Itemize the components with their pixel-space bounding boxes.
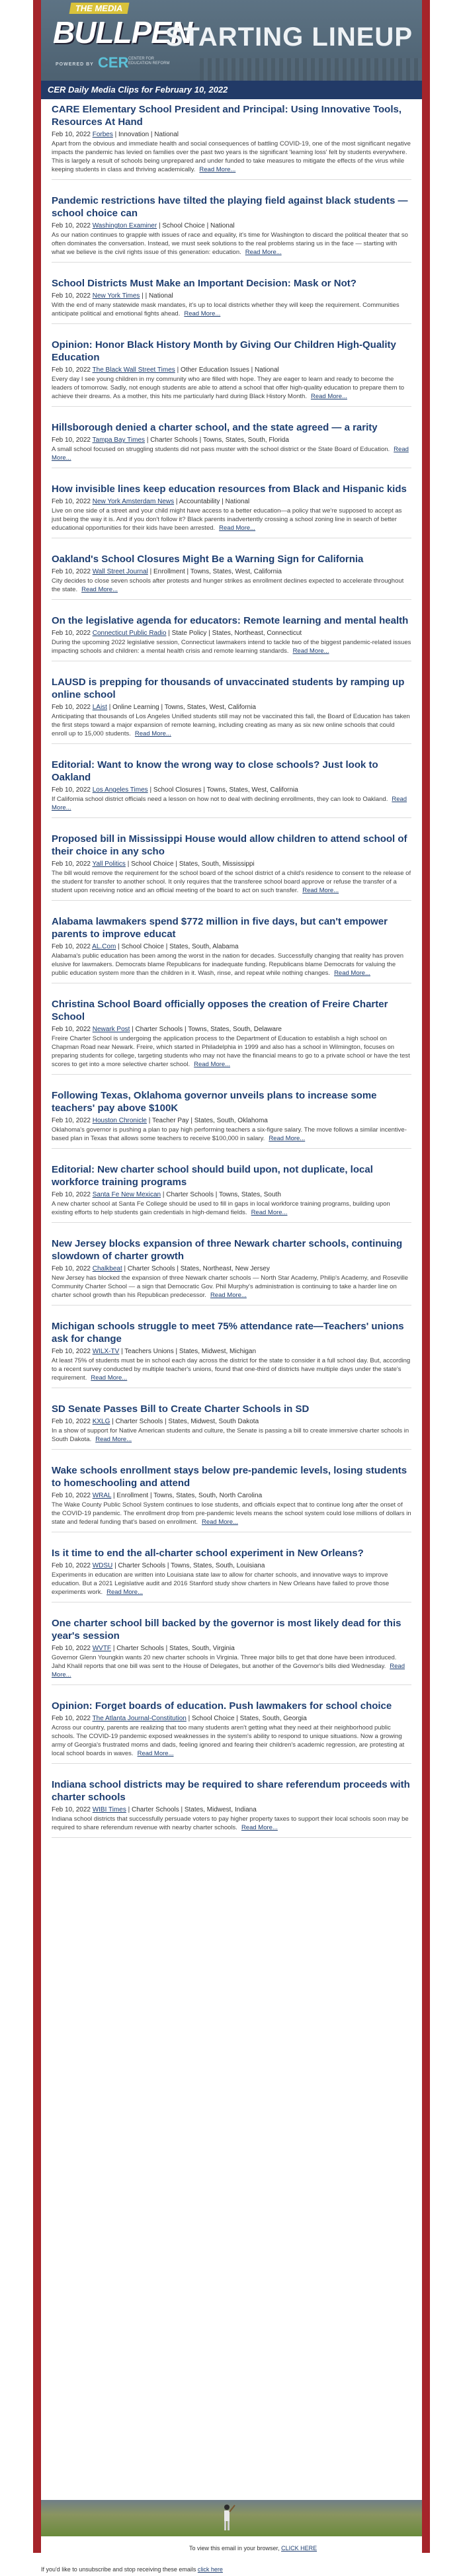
- article-summary: [52, 1815, 411, 1832]
- article-date: Feb 10, 2022: [52, 1117, 91, 1124]
- article-meta: [52, 1190, 411, 1200]
- article-summary-text: During the upcoming 2022 legislative session, Connecticut lawmakers intend to tackle two of the biggest pandemic-related issues impacting schools and children: a mental health crisis and remote learning standards.: [52, 639, 411, 655]
- article-title[interactable]: Michigan schools struggle to meet 75% attendance rate—Teachers' unions ask for change: [52, 1321, 404, 1345]
- article-publication[interactable]: The Atlanta Journal-Constitution: [92, 1715, 187, 1722]
- article-meta: [52, 222, 411, 231]
- cer-subtitle: CENTER FOR EDUCATION REFORM: [128, 57, 170, 65]
- article-item: [52, 676, 411, 744]
- article-title[interactable]: Pandemic restrictions have tilted the playing field against black students — school choice can: [52, 195, 408, 219]
- article-publication[interactable]: Yall Politics: [92, 860, 126, 868]
- article-summary: [52, 1274, 411, 1300]
- article-title[interactable]: How invisible lines keep education resources from Black and Hispanic kids: [52, 483, 407, 495]
- article-summary: [52, 1200, 411, 1217]
- article-tags: | School Choice | States, South, Alabama: [118, 943, 239, 950]
- article-summary: [52, 1356, 411, 1382]
- article-title[interactable]: Indiana school districts may be required to share referendum proceeds with charter schools: [52, 1779, 410, 1803]
- article-tags: | Teacher Pay | States, South, Oklahoma: [148, 1117, 268, 1124]
- article-meta: [52, 1806, 411, 1815]
- article-publication[interactable]: WDSU: [92, 1562, 113, 1569]
- read-more-link[interactable]: Read More...: [81, 586, 118, 593]
- article-publication[interactable]: WIBI Times: [92, 1806, 126, 1813]
- article-divider: [52, 1222, 411, 1223]
- the-media-tag: THE MEDIA: [69, 3, 129, 14]
- article-meta: [52, 942, 411, 952]
- article-meta: [52, 786, 411, 795]
- article-meta: [52, 1347, 411, 1356]
- batter-icon: [218, 2504, 235, 2533]
- article-divider: [52, 1074, 411, 1075]
- article-date: Feb 10, 2022: [52, 1026, 91, 1033]
- article-item: [52, 998, 411, 1075]
- article-summary: [52, 577, 411, 594]
- article-item: [52, 759, 411, 818]
- article-summary-text: Governor Glenn Youngkin wants 20 new charter schools in Virginia. Three major bills to get that done have been introduced. Jahd Khalil reports that one bill was sent to the House of Delegates, but another of the Governor's bills died Wednesday.: [52, 1654, 397, 1670]
- article-divider: [52, 1837, 411, 1838]
- article-date: Feb 10, 2022: [52, 1645, 91, 1652]
- article-summary-text: If California school district officials need a lesson on how not to deal with declining enrollments, they can look to Oakland.: [52, 796, 388, 803]
- read-more-link[interactable]: Read More...: [194, 1061, 231, 1068]
- baseball-field-banner: [41, 2500, 422, 2536]
- article-publication[interactable]: WRAL: [92, 1492, 112, 1499]
- article-item: [52, 277, 411, 324]
- article-summary-text: Experiments in education are written into Louisiana state law to allow for charter schools, and innovative ways to improve education. But a 2021 Legislative audit and 2016 Stanford study show charters in New Orleans have failed to prove those experiments work.: [52, 1571, 390, 1596]
- article-date: Feb 10, 2022: [52, 436, 91, 444]
- read-more-link[interactable]: Read More...: [245, 249, 282, 256]
- article-summary: [52, 1653, 411, 1679]
- article-title[interactable]: CARE Elementary School President and Principal: Using Innovative Tools, Resources At Hand: [52, 104, 401, 128]
- article-summary-text: Indiana school districts that successfully persuade voters to pay higher property taxes to support their local schools soon may be required to share referendum revenue with nearby charter schools.: [52, 1815, 409, 1831]
- article-summary-text: Oklahoma's governor is pushing a plan to pay high performing teachers a six-figure salary. The move follows a similar incentive-based plan in Texas that allows some teachers to receive $100,000 in salary.: [52, 1126, 407, 1142]
- article-date: Feb 10, 2022: [52, 366, 91, 374]
- article-tags: | Charter Schools | States, South, Virginia: [112, 1645, 235, 1652]
- article-summary: [52, 1571, 411, 1597]
- view-in-browser: [189, 2545, 317, 2552]
- read-more-link[interactable]: Read More...: [95, 1436, 132, 1443]
- article-summary-text: Apart from the obvious and immediate health and social consequences of battling COVID-19, one of the most significant negative impacts the pandemic has levied on families over the past two years is the significant 'learning loss' felt by students everywhere. This is largely a result of schools being unprepared and under funded to take measures to mitigate the effects of the virus while keeping students in class and thriving academically.: [52, 140, 411, 173]
- article-summary: [52, 1427, 411, 1444]
- article-date: Feb 10, 2022: [52, 1418, 91, 1425]
- article-summary: [52, 712, 411, 738]
- article-divider: [52, 817, 411, 818]
- read-more-link[interactable]: Read More...: [269, 1135, 306, 1142]
- article-summary: [52, 375, 411, 401]
- article-item: [52, 833, 411, 901]
- article-divider: [52, 1684, 411, 1685]
- article-tags: | Charter Schools | Towns, States, South, Florida: [146, 436, 289, 444]
- article-summary-text: The Wake County Public School System continues to lose students, and officials expect that to continue long after the onset of the COVID-19 pandemic. The enrollment drop from pre-pandemic levels means the school system could lose millions of dollars in state and federal funding that's based on enrollment.: [52, 1501, 411, 1526]
- article-tags: | Charter Schools | Towns, States, South: [162, 1191, 281, 1198]
- article-item: [52, 339, 411, 407]
- article-summary: [52, 445, 411, 462]
- article-summary: [52, 1034, 411, 1069]
- article-meta: [52, 1265, 411, 1274]
- article-date: Feb 10, 2022: [52, 498, 91, 505]
- article-publication[interactable]: New York Times: [92, 292, 140, 300]
- article-publication[interactable]: Tampa Bay Times: [92, 436, 146, 444]
- read-more-link[interactable]: Read More...: [302, 887, 339, 894]
- article-title[interactable]: Proposed bill in Mississippi House would allow children to attend school of their choice in any scho: [52, 833, 407, 857]
- article-item: [52, 1778, 411, 1838]
- article-title[interactable]: Opinion: Forget boards of education. Push lawmakers for school choice: [52, 1700, 392, 1712]
- article-meta: [52, 629, 411, 638]
- article-title[interactable]: Oakland's School Closures Might Be a Warning Sign for California: [52, 554, 364, 565]
- article-publication[interactable]: Los Angeles Times: [92, 786, 148, 794]
- article-divider: [52, 900, 411, 901]
- article-divider: [52, 1305, 411, 1306]
- date-bar: CER Daily Media Clips for February 10, 2022: [41, 81, 422, 99]
- article-item: [52, 1700, 411, 1764]
- header-title: STARTING LINEUP: [165, 22, 413, 52]
- article-date: Feb 10, 2022: [52, 943, 91, 950]
- article-summary-text: Alabama's public education has been among the worst in the nation for decades. Successfully changing that reality has proven elusive for lawmakers. Democrats blame Republicans for inadequate funding. Republicans blame Democrats for valuing the public education system more than the children in it. Wash, rinse, and repeat while nothing changes.: [52, 952, 404, 977]
- article-tags: | | National: [142, 292, 173, 300]
- article-title[interactable]: Alabama lawmakers spend $772 million in five days, but can't empower parents to improve educat: [52, 916, 388, 940]
- article-summary-text: Anticipating that thousands of Los Angeles Unified students still may not be vaccinated this fall, the Board of Education has taken the first steps toward a major expansion of remote learning, including creating as many as six new online schools that could enroll up to 15,000 students.: [52, 713, 410, 737]
- article-meta: [52, 567, 411, 577]
- article-summary: [52, 1126, 411, 1143]
- article-summary-text: Every day I see young children in my community who are filled with hope. They are eager to learn and ready to become the leaders of tomorrow. Sadly, not enough students are able to attend a school that offer high-quality education to prepare them to achieve their dreams. As a mother, this hits me particularly hard during Black History Month.: [52, 376, 405, 400]
- article-meta: [52, 1644, 411, 1653]
- article-date: Feb 10, 2022: [52, 292, 91, 300]
- article-summary: [52, 869, 411, 895]
- article-title[interactable]: Is it time to end the all-charter school experiment in New Orleans?: [52, 1548, 364, 1559]
- read-more-link[interactable]: Read More...: [292, 647, 329, 655]
- article-summary: [52, 952, 411, 977]
- article-title[interactable]: LAUSD is prepping for thousands of unvaccinated students by ramping up online school: [52, 677, 405, 700]
- article-title[interactable]: Hillsborough denied a charter school, and the state agreed — a rarity: [52, 422, 378, 433]
- article-tags: | Enrollment | Towns, States, South, North Carolina: [113, 1492, 263, 1499]
- article-publication[interactable]: Chalkbeat: [92, 1265, 122, 1272]
- article-meta: [52, 703, 411, 712]
- article-summary: [52, 1724, 411, 1758]
- article-publication[interactable]: WVTF: [92, 1645, 112, 1652]
- article-date: Feb 10, 2022: [52, 568, 91, 575]
- article-divider: [52, 743, 411, 744]
- article-item: [52, 421, 411, 468]
- article-summary-text: In a show of support for Native American students and culture, the Senate is passing a bill to create immersive charter schools in South Dakota.: [52, 1427, 409, 1443]
- article-item: [52, 1617, 411, 1685]
- article-meta: [52, 1417, 411, 1427]
- article-title[interactable]: Wake schools enrollment stays below pre-pandemic levels, losing students to homeschooling and attend: [52, 1465, 407, 1489]
- article-publication[interactable]: Newark Post: [92, 1026, 130, 1033]
- article-summary-text: As our nation continues to grapple with issues of race and equality, it's time for Washington to discard the political theater that so often dominates the conversation. Instead, we must seek solutions to the real problems staring us in the face — starting with what we believe is the civil rights issue of this generation: education.: [52, 231, 408, 256]
- email-shell: [33, 0, 430, 2553]
- read-more-link[interactable]: Read More...: [184, 310, 221, 317]
- email-body: [41, 0, 422, 2553]
- article-summary: [52, 638, 411, 655]
- article-title[interactable]: One charter school bill backed by the governor is most likely dead for this year's session: [52, 1618, 401, 1641]
- article-item: [52, 1403, 411, 1450]
- article-meta: [52, 1025, 411, 1034]
- article-date: Feb 10, 2022: [52, 222, 91, 229]
- article-tags: | Innovation | National: [114, 131, 179, 138]
- view-in-browser-link[interactable]: CLICK HERE: [281, 2545, 317, 2552]
- article-item: [52, 103, 411, 180]
- article-summary: [52, 301, 411, 318]
- read-more-link[interactable]: Read More...: [91, 1374, 128, 1382]
- read-more-link[interactable]: Read More...: [52, 796, 407, 811]
- read-more-link[interactable]: Read More...: [52, 1663, 405, 1679]
- article-summary: [52, 1501, 411, 1526]
- powered-by: POWERED BY: [56, 62, 94, 67]
- article-publication[interactable]: New York Amsterdam News: [92, 498, 175, 505]
- article-divider: [52, 599, 411, 600]
- article-divider: [52, 1148, 411, 1149]
- article-tags: | School Closures | Towns, States, West, California: [149, 786, 298, 794]
- read-more-link[interactable]: Read More...: [137, 1750, 174, 1757]
- article-publication[interactable]: Forbes: [92, 131, 113, 138]
- article-date: Feb 10, 2022: [52, 131, 91, 138]
- article-item: [52, 1320, 411, 1388]
- article-date: Feb 10, 2022: [52, 1265, 91, 1272]
- article-publication[interactable]: KXLG: [92, 1418, 110, 1425]
- article-item: [52, 915, 411, 983]
- article-summary: [52, 140, 411, 174]
- article-publication[interactable]: AL.Com: [92, 943, 116, 950]
- article-summary-text: At least 75% of students must be in school each day across the district for the state to consider it a full school day. But, according to a recent survey conducted by multiple teacher's unions, found that one-third of districts have multiple days under the state's requirement.: [52, 1357, 411, 1382]
- article-title[interactable]: Christina School Board officially opposes the creation of Freire Charter School: [52, 999, 388, 1022]
- article-tags: | Other Education Issues | National: [177, 366, 279, 374]
- article-date: Feb 10, 2022: [52, 1562, 91, 1569]
- article-item: [52, 1464, 411, 1532]
- article-publication[interactable]: Connecticut Public Radio: [92, 630, 167, 637]
- article-tags: | Charter Schools | Towns, States, South, Delaware: [132, 1026, 282, 1033]
- article-date: Feb 10, 2022: [52, 1806, 91, 1813]
- article-tags: | Enrollment | Towns, States, West, California: [149, 568, 282, 575]
- read-more-link[interactable]: Read More...: [106, 1589, 144, 1596]
- unsubscribe-link[interactable]: click here: [197, 2566, 223, 2573]
- article-tags: | School Choice | States, South, Mississippi: [127, 860, 255, 868]
- article-item: [52, 1163, 411, 1223]
- article-item: [52, 553, 411, 600]
- article-summary: [52, 795, 411, 812]
- article-meta: [52, 366, 411, 375]
- article-tags: | State Policy | States, Northeast, Connecticut: [168, 630, 302, 637]
- article-publication[interactable]: Santa Fe New Mexican: [92, 1191, 161, 1198]
- article-summary: [52, 507, 411, 532]
- article-item: [52, 1547, 411, 1602]
- article-summary-text: The bill would remove the requirement for the school board of the school district of a child's residence to consent to the release of the student for transfer to another school. It only requires that the transferee school board approve or refuse the transfer of a student upon receiving notice and an official meeting of the board to act on such transfer.: [52, 870, 411, 894]
- logo-text: BULLPEN: [53, 15, 192, 50]
- article-tags: | Teachers Unions | States, Midwest, Michigan: [121, 1348, 257, 1355]
- article-meta: [52, 497, 411, 507]
- read-more-link[interactable]: Read More...: [202, 1518, 238, 1526]
- article-publication[interactable]: Washington Examiner: [92, 222, 157, 229]
- article-tags: | Accountability | National: [175, 498, 250, 505]
- article-divider: [52, 1449, 411, 1450]
- article-publication[interactable]: LAist: [92, 704, 107, 711]
- article-divider: [52, 179, 411, 180]
- article-publication[interactable]: The Black Wall Street Times: [92, 366, 175, 374]
- article-meta: [52, 1714, 411, 1724]
- read-more-link[interactable]: Read More...: [334, 970, 370, 977]
- article-date: Feb 10, 2022: [52, 1348, 91, 1355]
- article-divider: [52, 406, 411, 407]
- article-date: Feb 10, 2022: [52, 1191, 91, 1198]
- article-date: Feb 10, 2022: [52, 704, 91, 711]
- article-item: [52, 614, 411, 661]
- article-tags: | Charter Schools | Towns, States, South, Louisiana: [114, 1562, 265, 1569]
- article-title[interactable]: On the legislative agenda for educators: Remote learning and mental health: [52, 615, 409, 626]
- read-more-link[interactable]: Read More...: [310, 393, 347, 400]
- article-divider: [52, 1763, 411, 1764]
- article-summary-text: With the end of many statewide mask mandates, it's up to local districts whether they will keep the requirement. Communities anticipate political and emotional fights ahead.: [52, 302, 400, 317]
- article-item: [52, 194, 411, 263]
- unsubscribe-line: [41, 2566, 223, 2573]
- article-summary: [52, 231, 411, 257]
- article-date: Feb 10, 2022: [52, 786, 91, 794]
- article-title[interactable]: New Jersey blocks expansion of three Newark charter schools, continuing slowdown of charter growth: [52, 1238, 403, 1262]
- article-summary-text: Live on one side of a street and your child might have access to a better education—a policy that we're supposed to accept as just being the way it is. And if you don't follow it? Black parents inadvertently crossing a school zoning line in search of better educational opportunities for their kids have been arrested.: [52, 507, 402, 532]
- article-publication[interactable]: Wall Street Journal: [92, 568, 148, 575]
- article-meta: [52, 1116, 411, 1126]
- read-more-link[interactable]: Read More...: [134, 730, 171, 737]
- article-item: [52, 1237, 411, 1306]
- article-date: Feb 10, 2022: [52, 860, 91, 868]
- article-divider: [52, 323, 411, 324]
- article-tags: | Charter Schools | States, Midwest, South Dakota: [112, 1418, 259, 1425]
- email-header: [41, 0, 422, 81]
- article-meta: [52, 436, 411, 445]
- article-title[interactable]: Editorial: Want to know the wrong way to close schools? Just look to Oakland: [52, 759, 378, 783]
- article-tags: | Online Learning | Towns, States, West, California: [108, 704, 256, 711]
- article-title[interactable]: Editorial: New charter school should build upon, not duplicate, local workforce training programs: [52, 1164, 373, 1188]
- article-summary-text: City decides to close seven schools after protests and hunger strikes as enrollment declines expected to accelerate throughout the state.: [52, 577, 404, 593]
- read-more-link[interactable]: Read More...: [251, 1209, 288, 1216]
- article-date: Feb 10, 2022: [52, 630, 91, 637]
- article-summary-text: Across our country, parents are realizing that too many students aren't getting what they need at their neighborhood public schools. The COVID-19 pandemic exposed weaknesses in the system's ability to respond to unique situations. Now a growing army of Georgia's frustrated moms and dads, feeling ignored and fearing their children's academic regression, are protesting at local school boards in waves.: [52, 1724, 405, 1757]
- article-date: Feb 10, 2022: [52, 1492, 91, 1499]
- article-item: [52, 1089, 411, 1149]
- article-meta: [52, 1491, 411, 1501]
- article-title[interactable]: Following Texas, Oklahoma governor unveils plans to increase some teachers' pay above $100K: [52, 1090, 377, 1114]
- article-tags: | School Choice | States, South, Georgia: [188, 1715, 307, 1722]
- article-meta: [52, 860, 411, 869]
- article-date: Feb 10, 2022: [52, 1715, 91, 1722]
- read-more-link[interactable]: Read More...: [52, 446, 409, 462]
- article-title[interactable]: Opinion: Honor Black History Month by Giving Our Children High-Quality Education: [52, 339, 396, 363]
- cer-logo: CER: [98, 54, 129, 71]
- article-tags: | Charter Schools | States, Northeast, New Jersey: [124, 1265, 270, 1272]
- article-meta: [52, 1561, 411, 1571]
- article-title[interactable]: SD Senate Passes Bill to Create Charter Schools in SD: [52, 1403, 310, 1415]
- stadium-stands: [200, 58, 422, 81]
- article-tags: | School Choice | National: [158, 222, 235, 229]
- article-meta: [52, 292, 411, 301]
- article-tags: | Charter Schools | States, Midwest, Indiana: [128, 1806, 257, 1813]
- article-divider: [52, 262, 411, 263]
- article-title[interactable]: School Districts Must Make an Important Decision: Mask or Not?: [52, 278, 357, 289]
- unsubscribe-text: If you'd like to unsubscribe and stop receiving these emails: [41, 2566, 196, 2573]
- read-more-link[interactable]: Read More...: [199, 166, 236, 173]
- article-item: [52, 483, 411, 538]
- article-publication[interactable]: Houston Chronicle: [92, 1117, 147, 1124]
- article-publication[interactable]: WILX-TV: [92, 1348, 120, 1355]
- view-text: To view this email in your browser,: [189, 2545, 280, 2552]
- article-summary-text: New Jersey has blocked the expansion of three Newark charter schools — North Star Academy, Philip's Academy, and Roseville Community Charter School — a sign that Democratic Gov. Phil Murphy's administration is continuing to take a harder line on charter school growth than his Republican predecessor.: [52, 1274, 408, 1299]
- article-summary-text: A small school focused on struggling students did not pass muster with the school district or the State Board of Education.: [52, 446, 390, 453]
- article-meta: [52, 130, 411, 140]
- read-more-link[interactable]: Read More...: [210, 1292, 247, 1299]
- article-summary-text: A new charter school at Santa Fe College should be used to fill in gaps in local workforce training programs, building upon existing efforts to help students gain credentials in high-demand fields.: [52, 1200, 390, 1216]
- article-summary-text: Freire Charter School is undergoing the application process to the Department of Education to establish a high school on Chapman Road near Newark. Freire, which started in Philadelphia in 1999 and also has a school in Wilmington, focuses on preparing students for college, targeting students who may not have the financial means to go to a private school or have the test scores to get into a more selective charter school.: [52, 1035, 410, 1068]
- article-list: [41, 99, 422, 1838]
- read-more-link[interactable]: Read More...: [241, 1824, 278, 1831]
- read-more-link[interactable]: Read More...: [219, 524, 256, 532]
